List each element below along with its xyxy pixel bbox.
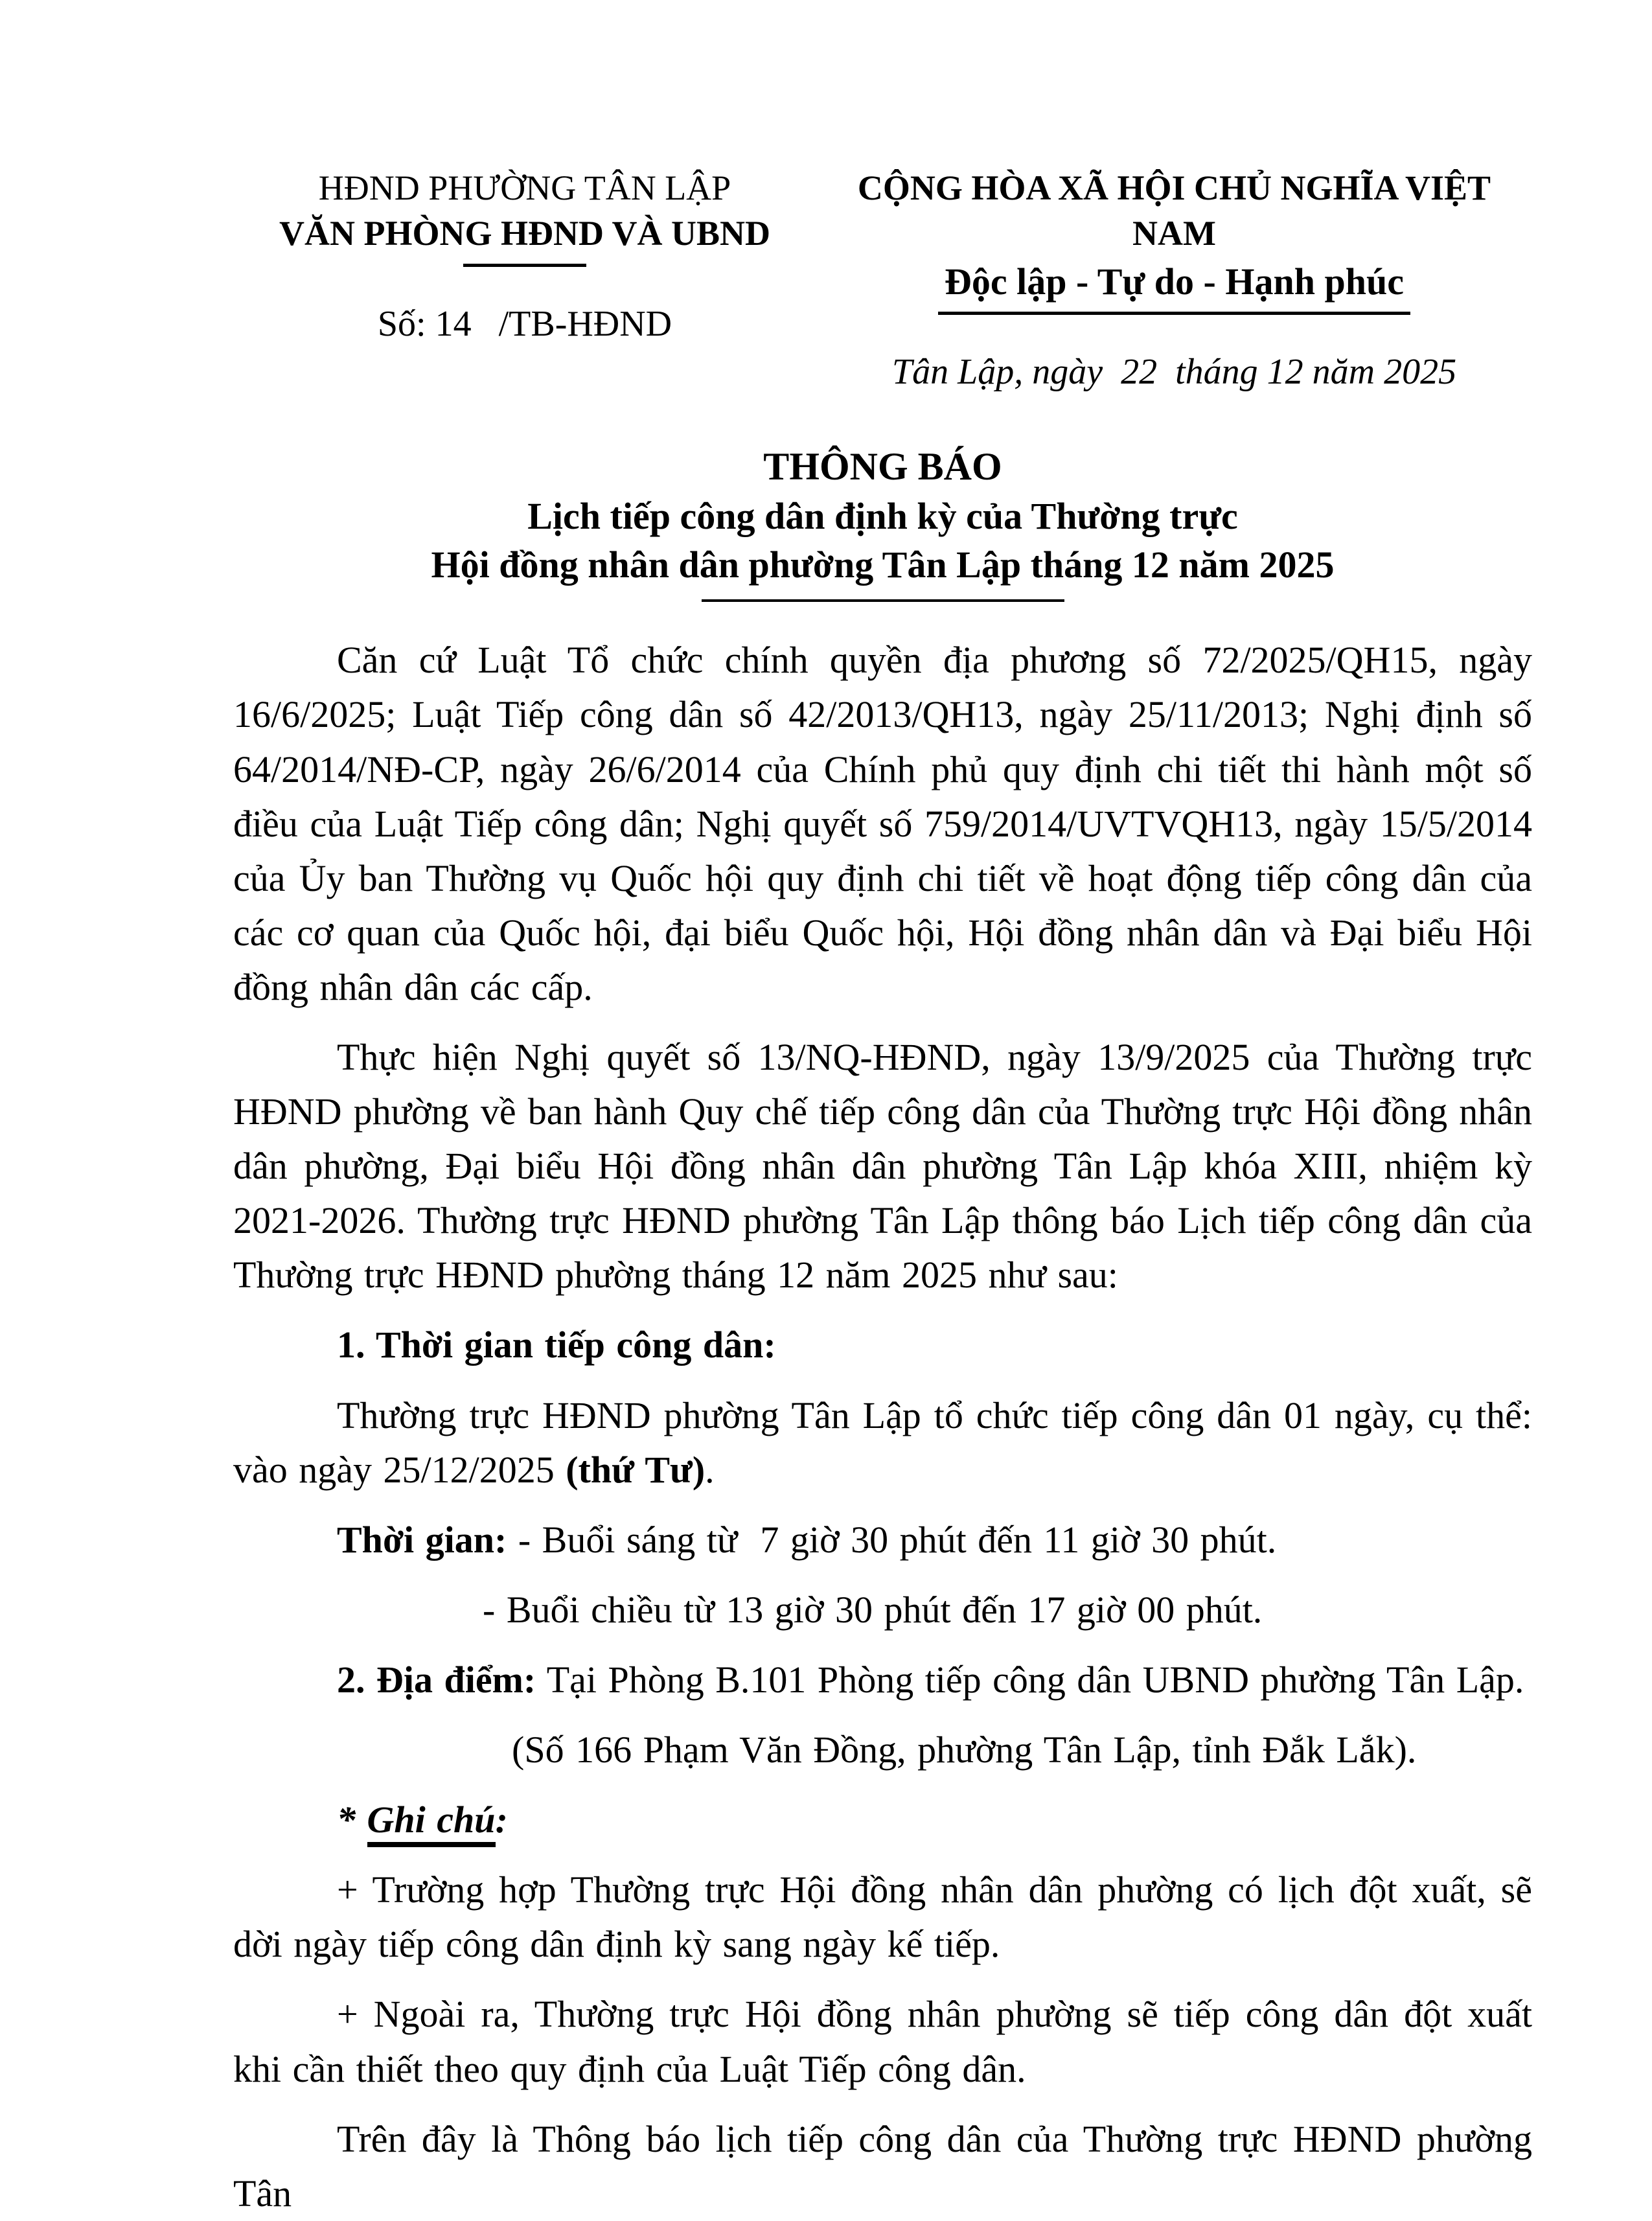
issuing-office-block <box>233 165 816 396</box>
schedule-weekday: (thứ Tư) <box>566 1448 706 1491</box>
place-date-line: Tân Lập, ngày 22 tháng 12 năm 2025 <box>891 351 1457 392</box>
document-title-block <box>233 441 1532 603</box>
paragraph-note-2: + Ngoài ra, Thường trực Hội đồng nhân phường sẽ tiếp công dân đột xuất khi cần thiết theo quy định của Luật Tiếp công dân. <box>233 1993 1532 2090</box>
schedule-period: . <box>705 1448 715 1491</box>
note-label: Ghi chú <box>367 1799 496 1847</box>
office-name: VĂN PHÒNG HĐND VÀ UBND <box>279 214 770 253</box>
note-star: * <box>337 1799 367 1841</box>
note-heading <box>233 1793 1532 1847</box>
document-header <box>233 165 1532 396</box>
location-label: 2. Địa điểm: <box>337 1658 536 1701</box>
header-left-rule <box>463 264 586 267</box>
paragraph-legal-basis: Căn cứ Luật Tổ chức chính quyền địa phương số 72/2025/QH15, ngày 16/6/2025; Luật Tiếp công dân số 42/2013/QH13, ngày 25/11/2013; Nghị định số 64/2014/NĐ-CP, ngày 26/6/2014 của Chính phủ quy định chi tiết thi hành một số điều của Luật Tiếp công dân; Nghị quyết số 759/2014/UVTVQH13, ngày 15/5/2014 của Ủy ban Thường vụ Quốc hội quy định chi tiết về hoạt động tiếp công dân của các cơ quan của Quốc hội, đại biểu Quốc hội, Hội đồng nhân dân và Đại biểu Hội đồng nhân dân các cấp. <box>233 639 1532 1008</box>
paragraph-time-afternoon: - Buổi chiều từ 13 giờ 30 phút đến 17 giờ 00 phút. <box>483 1588 1263 1631</box>
note-colon: : <box>495 1799 508 1841</box>
paragraph-location <box>233 1653 1532 1707</box>
document-subject-line-2: Hội đồng nhân dân phường Tân Lập tháng 12 năm 2025 <box>431 543 1335 586</box>
document-subject-line-1: Lịch tiếp công dân định kỳ của Thường trực <box>527 494 1238 537</box>
national-motto: Độc lập - Tự do - Hạnh phúc <box>938 257 1410 314</box>
title-rule <box>702 599 1064 602</box>
schedule-text: Thường trực HĐND phường Tân Lập tổ chức tiếp công dân 01 ngày, cụ thể: vào ngày 25/12/2025 <box>233 1394 1532 1491</box>
motto-row <box>816 256 1532 314</box>
section-1-heading: 1. Thời gian tiếp công dân: <box>337 1324 776 1366</box>
document-number: Số: 14 /TB-HĐND <box>377 304 672 345</box>
paragraph-schedule <box>233 1388 1532 1497</box>
office-parent-name: HĐND PHƯỜNG TÂN LẬP <box>318 168 731 207</box>
document-body <box>233 633 1532 2220</box>
paragraph-note-1: + Trường hợp Thường trực Hội đồng nhân dân phường có lịch đột xuất, sẽ dời ngày tiếp công dân định kỳ sang ngày kế tiếp. <box>233 1869 1532 1966</box>
paragraph-implementation: Thực hiện Nghị quyết số 13/NQ-HĐND, ngày 13/9/2025 của Thường trực HĐND phường về ban hành Quy chế tiếp công dân của Thường trực Hội đồng nhân dân phường, Đại biểu Hội đồng nhân dân phường Tân Lập khóa XIII, nhiệm kỳ 2021-2026. Thường trực HĐND phường Tân Lập thông báo Lịch tiếp công dân của Thường trực HĐND phường tháng 12 năm 2025 như sau: <box>233 1036 1532 1296</box>
time-morning-text: - Buổi sáng từ 7 giờ 30 phút đến 11 giờ 30 phút. <box>507 1518 1277 1561</box>
time-label: Thời gian: <box>337 1518 507 1561</box>
national-header-block <box>816 165 1532 396</box>
document-type-title: THÔNG BÁO <box>763 444 1002 488</box>
paragraph-address: (Số 166 Phạm Văn Đồng, phường Tân Lập, tỉnh Đắk Lắk). <box>512 1729 1417 1771</box>
paragraph-closing: Trên đây là Thông báo lịch tiếp công dân của Thường trực HĐND phường Tân <box>233 2117 1532 2215</box>
location-text: Tại Phòng B.101 Phòng tiếp công dân UBND phường Tân Lập. <box>536 1658 1524 1701</box>
paragraph-time-morning <box>233 1513 1532 1567</box>
country-name: CỘNG HÒA XÃ HỘI CHỦ NGHĨA VIỆT NAM <box>857 168 1491 253</box>
